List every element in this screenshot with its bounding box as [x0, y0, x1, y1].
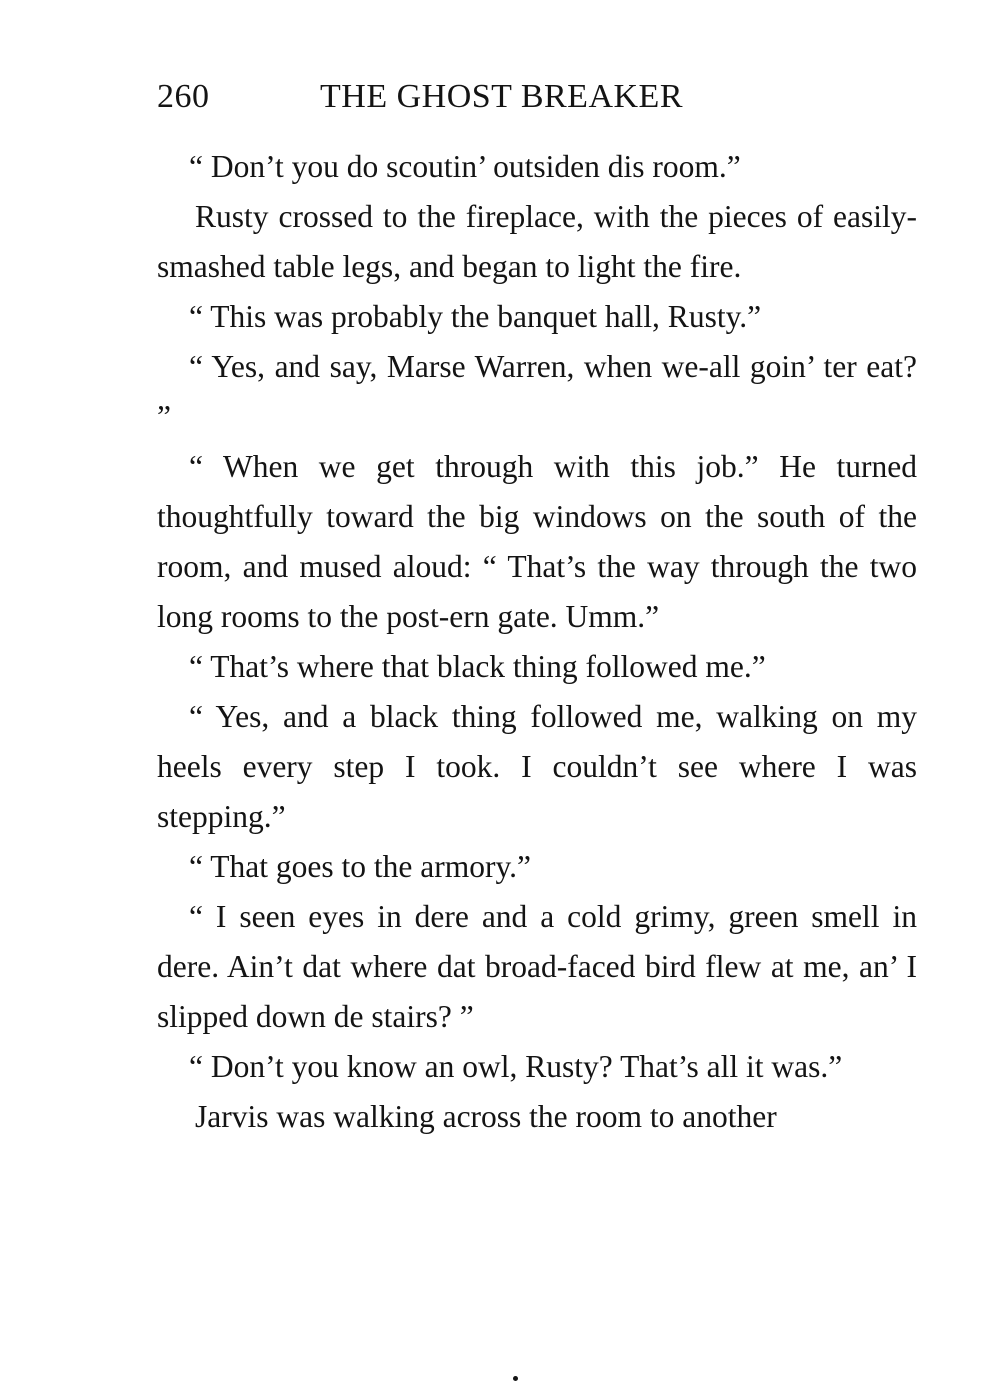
paragraph: “ When we get through with this job.” He turned thoughtfully toward the big windows on the south of the room, and mused aloud: “ That’s the way through the two long rooms to the post-ern gate. Umm.”: [157, 449, 917, 634]
paragraph: “ Don’t you know an owl, Rusty? That’s all it was.”: [189, 1049, 843, 1084]
footer-dot: [513, 1376, 518, 1381]
running-head: [157, 72, 917, 122]
paragraph: “ That’s where that black thing followed me.”: [189, 649, 766, 684]
paragraph: Jarvis was walking across the room to another: [195, 1099, 777, 1134]
body-text: [157, 142, 917, 1142]
paragraph: “ I seen eyes in dere and a cold grimy, green smell in dere. Ain’t dat where dat broad-faced bird flew at me, an’ I slipped down de stairs? ”: [157, 899, 917, 1034]
paragraph: Rusty crossed to the fireplace, with the pieces of easily-smashed table legs, and began to light the fire.: [157, 199, 917, 284]
running-title: THE GHOST BREAKER: [320, 78, 683, 115]
paragraph: “ Yes, and a black thing followed me, walking on my heels every step I took. I couldn’t see where I was stepping.”: [157, 699, 917, 834]
page-number: 260: [157, 78, 210, 115]
paragraph: “ Yes, and say, Marse Warren, when we-all goin’ ter eat? ”: [157, 349, 917, 434]
paragraph: “ This was probably the banquet hall, Rusty.”: [189, 299, 762, 334]
paragraph: “ That goes to the armory.”: [189, 849, 532, 884]
paragraph: “ Don’t you do scoutin’ outsiden dis room.”: [189, 149, 741, 184]
